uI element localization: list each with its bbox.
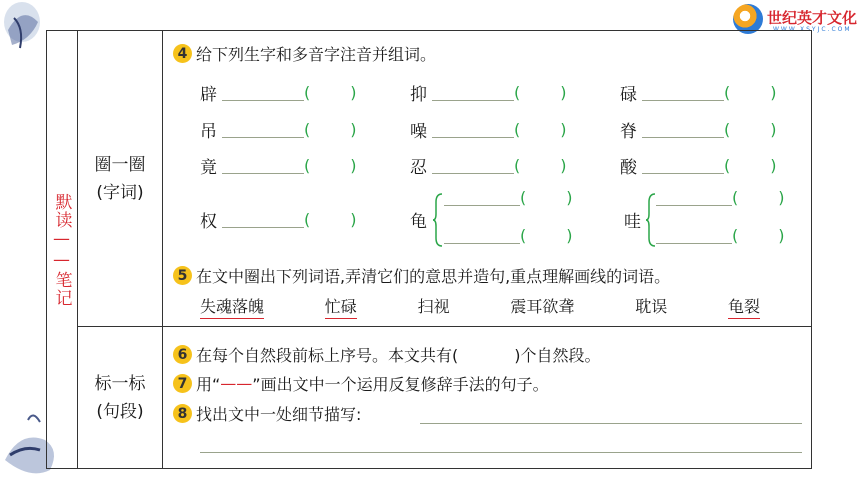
char: 哇 — [624, 212, 641, 232]
char-item: 酸 ( ) — [620, 153, 777, 178]
brace-icon — [432, 192, 444, 248]
word: 震耳欲聋 — [510, 297, 575, 316]
word-list — [200, 294, 760, 319]
char: 噪 — [410, 122, 427, 142]
word-blank[interactable] — [656, 227, 732, 244]
word-blank[interactable] — [222, 157, 304, 174]
word-blank[interactable] — [642, 121, 724, 138]
task-number-badge: 7 — [173, 374, 192, 393]
answer-line[interactable] — [200, 452, 802, 453]
reading-item: ( ) — [656, 226, 785, 245]
word-blank[interactable] — [444, 227, 520, 244]
word-blank[interactable] — [222, 84, 304, 101]
side-column — [47, 31, 77, 468]
task-text-pre: 在每个自然段前标上序号。本文共有( — [196, 346, 459, 365]
task-7 — [173, 372, 549, 395]
reading-item: ( ) — [656, 188, 785, 207]
char-item: 辟 ( ) — [200, 80, 357, 105]
char-item: 权 ( ) — [200, 207, 357, 232]
reading-item: ( ) — [444, 226, 573, 245]
task-text: 给下列生字和多音字注音并组词。 — [196, 45, 437, 64]
char: 忍 — [410, 158, 427, 178]
word-blank[interactable] — [432, 121, 514, 138]
section-subtitle: (句段) — [96, 402, 144, 422]
char: 龟 — [410, 212, 427, 232]
task-6 — [173, 343, 601, 366]
word-blank[interactable] — [642, 84, 724, 101]
word-blank[interactable] — [444, 189, 520, 206]
section-subtitle: (字词) — [96, 182, 144, 203]
char: 权 — [200, 212, 217, 232]
word-underlined: 忙碌 — [325, 294, 357, 319]
logo-url: WWW.XSYJC.COM — [773, 26, 852, 33]
char-item: 噪 ( ) — [410, 117, 567, 142]
word-blank[interactable] — [656, 189, 732, 206]
polyphone-char — [624, 207, 646, 232]
task-number-badge: 6 — [173, 345, 192, 364]
word-blank[interactable] — [432, 84, 514, 101]
word-blank[interactable] — [222, 121, 304, 138]
section-title: 标一标 — [94, 374, 146, 394]
reading-item: ( ) — [444, 188, 573, 207]
task-8 — [173, 402, 361, 425]
char: 竟 — [200, 158, 217, 178]
task-5 — [173, 264, 670, 287]
logo-text: 世纪英才文化 — [767, 9, 858, 27]
char: 脊 — [620, 122, 637, 142]
task-number-badge: 4 — [173, 44, 192, 63]
word: 扫视 — [417, 297, 450, 316]
word-blank[interactable] — [432, 157, 514, 174]
char: 吊 — [200, 122, 217, 142]
side-label: 默读——笔记 — [51, 192, 72, 307]
red-dash-mark: —— — [220, 374, 253, 393]
word-underlined: 失魂落魄 — [200, 294, 264, 319]
char-item: 抑 ( ) — [410, 80, 567, 105]
task-number-badge: 5 — [173, 266, 192, 285]
char-item: 碌 ( ) — [620, 80, 777, 105]
char: 辟 — [200, 85, 217, 105]
section-label-words — [78, 31, 162, 326]
word-blank[interactable] — [642, 157, 724, 174]
answer-line[interactable] — [420, 423, 802, 424]
task-number-badge: 8 — [173, 404, 192, 423]
divider — [162, 31, 163, 468]
task-text-post: )个自然段。 — [514, 346, 601, 365]
section-label-sentences — [78, 327, 162, 469]
task-4 — [173, 42, 436, 65]
task-text-pre: 用“ — [196, 375, 221, 394]
task-text-post: ”画出文中一个运用反复修辞手法的句子。 — [252, 375, 549, 394]
char-item: 吊 ( ) — [200, 117, 357, 142]
section-title: 圈一圈 — [94, 154, 146, 175]
task-text: 在文中圈出下列词语,弄清它们的意思并造句,重点理解画线的词语。 — [196, 267, 671, 286]
char-item: 脊 ( ) — [620, 117, 777, 142]
divider — [77, 326, 811, 327]
char: 酸 — [620, 158, 637, 178]
char-item: 竟 ( ) — [200, 153, 357, 178]
word-underlined: 龟裂 — [728, 294, 760, 319]
polyphone-char — [410, 207, 432, 232]
word: 耽误 — [635, 297, 668, 316]
task-text: 找出文中一处细节描写: — [196, 405, 362, 424]
char: 碌 — [620, 85, 637, 105]
char: 抑 — [410, 85, 427, 105]
word-blank[interactable] — [222, 211, 304, 228]
char-item: 忍 ( ) — [410, 153, 567, 178]
ink-flower-decoration — [0, 0, 48, 60]
